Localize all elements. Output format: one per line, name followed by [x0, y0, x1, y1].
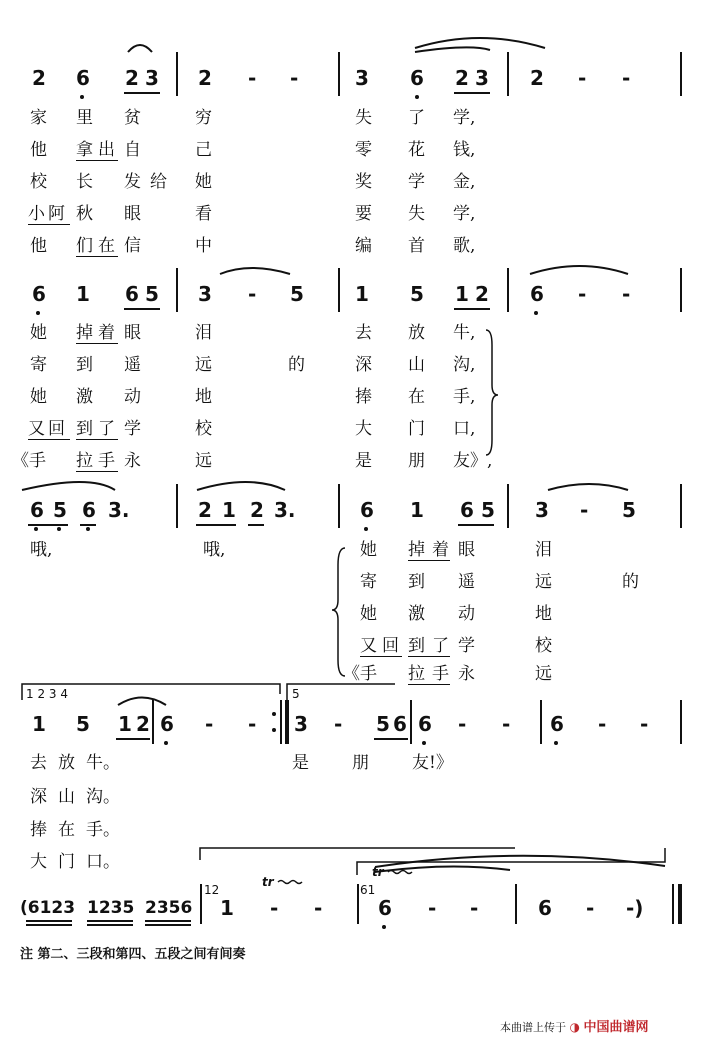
lyric: 着 — [432, 540, 449, 560]
lyric: 是 — [355, 451, 372, 471]
note: 5 — [76, 712, 90, 736]
lyric: 友》, — [453, 451, 493, 471]
note: 3. — [108, 498, 130, 522]
lyric: 她 — [30, 323, 47, 343]
note-group: (6123 — [20, 898, 76, 918]
note: 1 — [410, 498, 424, 522]
lyric: 遥 — [124, 355, 141, 375]
note: 5 — [376, 712, 390, 736]
lyric: 零 — [355, 140, 372, 160]
lyric: 中 — [195, 236, 212, 256]
note: 3 — [145, 66, 159, 90]
note: 5 — [481, 498, 495, 522]
lyric: 牛, — [453, 323, 476, 343]
lyric: 手 — [432, 664, 449, 684]
note: - — [314, 896, 323, 920]
lyric: 地 — [195, 387, 212, 407]
lyric: 学 — [124, 419, 141, 439]
lyric: 哦, — [203, 540, 226, 560]
note-group: 2356 — [145, 898, 193, 918]
note: 1 — [220, 896, 234, 920]
lyric: 学 — [458, 636, 475, 656]
lyric: 到 — [76, 355, 93, 375]
lyric: 了 — [98, 419, 115, 439]
lyric: 哦, — [30, 540, 53, 560]
note: 6 — [460, 498, 474, 522]
source-credit — [500, 1016, 649, 1035]
lyric: 门 — [58, 852, 75, 872]
lyric: 地 — [535, 604, 552, 624]
lyric: 泪 — [195, 323, 212, 343]
lyric: 她 — [360, 540, 377, 560]
lyric: 校 — [535, 636, 552, 656]
note: 2 — [530, 66, 544, 90]
lyric: 牛。 — [86, 753, 120, 773]
lyric: 山 — [58, 787, 75, 807]
note: 3 — [535, 498, 549, 522]
note: - — [578, 66, 587, 90]
lyric: 沟, — [453, 355, 476, 375]
note: 3 — [475, 66, 489, 90]
lyric: 大 — [355, 419, 372, 439]
note: 2 — [475, 282, 489, 306]
note: 5 — [145, 282, 159, 306]
footnote: 注 第二、三段和第四、五段之间有间奏 — [20, 947, 246, 962]
note: 1 — [355, 282, 369, 306]
lyric: 门 — [408, 419, 425, 439]
lyric: 钱, — [453, 140, 476, 160]
note: 6 — [82, 498, 96, 522]
lyric: 出 — [98, 140, 115, 160]
note: - — [248, 712, 257, 736]
note: 6 — [418, 712, 432, 736]
underline — [87, 924, 133, 926]
note: 3 — [294, 712, 308, 736]
note: 2 — [198, 66, 212, 90]
lyric: 激 — [76, 387, 93, 407]
note: 6 — [125, 282, 139, 306]
note: - — [622, 66, 631, 90]
lyric: 回 — [382, 636, 399, 656]
lyric: 口。 — [86, 852, 120, 872]
lyric: 远 — [195, 355, 212, 375]
lyric: 又 — [28, 419, 45, 439]
lyric: 动 — [458, 604, 475, 624]
grace-notes: 12 — [204, 883, 220, 897]
lyric: 到 — [408, 636, 425, 656]
note: 2 — [136, 712, 150, 736]
lyric: 手, — [453, 387, 476, 407]
note: - — [578, 282, 587, 306]
note: 3 — [198, 282, 212, 306]
lyric: 友!》 — [412, 753, 453, 773]
note: 6 — [378, 896, 392, 920]
lyric: 的 — [622, 572, 639, 592]
note: 6 — [30, 498, 44, 522]
underline — [145, 920, 191, 922]
lyric: 她 — [360, 604, 377, 624]
lyric: 了 — [432, 636, 449, 656]
note: 6 — [32, 282, 46, 306]
lyric: 看 — [195, 204, 212, 224]
note: - — [290, 66, 299, 90]
note: - — [580, 498, 589, 522]
underline — [26, 920, 72, 922]
note: - — [622, 282, 631, 306]
note: 5 — [622, 498, 636, 522]
lyric: 回 — [48, 419, 65, 439]
lyric: 捧 — [30, 820, 47, 840]
lower-dot — [382, 925, 386, 929]
lyric: 了 — [408, 108, 425, 128]
lyric: 遥 — [458, 572, 475, 592]
barline — [515, 884, 517, 924]
lyric: 学 — [408, 172, 425, 192]
volta-label: 1 2 3 4 — [26, 687, 68, 701]
trill-wave — [388, 871, 412, 874]
barline — [200, 884, 202, 924]
note: - — [470, 896, 479, 920]
lyric: 《手 — [12, 451, 46, 471]
lyric: 贫 — [124, 108, 141, 128]
lyric: 放 — [408, 323, 425, 343]
underline — [26, 924, 72, 926]
lyric: 掉 — [408, 540, 425, 560]
lyric: 是 — [292, 753, 309, 773]
lyric: 拉 — [408, 664, 425, 684]
lyric: 深 — [30, 787, 47, 807]
lyric: 眼 — [124, 204, 141, 224]
underline — [87, 920, 133, 922]
lyric: 校 — [195, 419, 212, 439]
lyric: 花 — [408, 140, 425, 160]
lyric: 大 — [30, 852, 47, 872]
note: 2 — [32, 66, 46, 90]
lyric: 掉 — [76, 323, 93, 343]
note: 6 — [393, 712, 407, 736]
lyric: 的 — [288, 355, 305, 375]
lyric: 在 — [58, 820, 75, 840]
lyric: 发 — [124, 172, 141, 192]
lyric: 去 — [30, 753, 47, 773]
lyric: 在 — [98, 236, 115, 256]
brand-name: 中国曲谱网 — [583, 1020, 649, 1035]
lyric: 他 — [30, 236, 47, 256]
lyric: 小 — [28, 204, 45, 224]
lyric: 里 — [76, 108, 93, 128]
note: - — [248, 282, 257, 306]
lyric: 编 — [355, 236, 372, 256]
lyric: 远 — [195, 451, 212, 471]
barline-thick — [678, 884, 682, 924]
note: 6 — [160, 712, 174, 736]
lyric: 己 — [195, 140, 212, 160]
lyric: 放 — [58, 753, 75, 773]
trill-mark: tr — [262, 875, 274, 889]
lyric: 他 — [30, 140, 47, 160]
logo-icon: ◑ — [569, 1020, 580, 1034]
lyric: 朋 — [408, 451, 425, 471]
note: 6 — [538, 896, 552, 920]
lyric: 拿 — [76, 140, 93, 160]
note: 1 — [76, 282, 90, 306]
lyric: 穷 — [195, 108, 212, 128]
barline — [672, 884, 674, 924]
lyric: 永 — [124, 451, 141, 471]
lyric: 寄 — [30, 355, 47, 375]
lyric: 要 — [355, 204, 372, 224]
note: - — [248, 66, 257, 90]
lyric: 校 — [30, 172, 47, 192]
lyric: 激 — [408, 604, 425, 624]
note: 6 — [410, 66, 424, 90]
lyric: 手。 — [86, 820, 120, 840]
lyric: 泪 — [535, 540, 552, 560]
note: 6 — [550, 712, 564, 736]
note: 1 — [222, 498, 236, 522]
lyric: 学, — [453, 204, 476, 224]
note: - — [270, 896, 279, 920]
lyric: 沟。 — [86, 787, 120, 807]
note: 6 — [530, 282, 544, 306]
note: - — [458, 712, 467, 736]
lyric: 动 — [124, 387, 141, 407]
lyric: 深 — [355, 355, 372, 375]
note: 1 — [32, 712, 46, 736]
lyric: 眼 — [124, 323, 141, 343]
note: 2 — [250, 498, 264, 522]
lyric: 信 — [124, 236, 141, 256]
trill-mark: tr — [372, 865, 384, 879]
lyric: 奖 — [355, 172, 372, 192]
lyric: 长 — [76, 172, 93, 192]
credit-text: 本曲谱上传于 — [500, 1021, 566, 1034]
note: 5 — [410, 282, 424, 306]
lyric: 失 — [408, 204, 425, 224]
lyric: 们 — [76, 236, 93, 256]
note: 6 — [360, 498, 374, 522]
note: 2 — [198, 498, 212, 522]
trill-wave — [278, 881, 302, 884]
note: - — [598, 712, 607, 736]
lyric: 自 — [124, 140, 141, 160]
lyric: 她 — [195, 172, 212, 192]
note: - — [334, 712, 343, 736]
note: 5 — [53, 498, 67, 522]
lyric: 又 — [360, 636, 377, 656]
lyric: 口, — [453, 419, 476, 439]
note: -) — [626, 896, 644, 920]
lyric: 到 — [408, 572, 425, 592]
note: - — [586, 896, 595, 920]
lyric: 金, — [453, 172, 476, 192]
underline — [145, 924, 191, 926]
grace-notes: 61 — [360, 883, 376, 897]
barline — [357, 884, 359, 924]
volta-label: 5 — [292, 687, 300, 701]
lyric: 秋 — [76, 204, 93, 224]
note: 2 — [125, 66, 139, 90]
lyric: 朋 — [352, 753, 369, 773]
lyric: 眼 — [458, 540, 475, 560]
lyric: 学, — [453, 108, 476, 128]
note: 3. — [274, 498, 296, 522]
note: 3 — [355, 66, 369, 90]
note: 1 — [118, 712, 132, 736]
lyric: 家 — [30, 108, 47, 128]
lyric: 寄 — [360, 572, 377, 592]
note: - — [428, 896, 437, 920]
note: 5 — [290, 282, 304, 306]
lyric: 《手 — [343, 664, 377, 684]
lyric: 着 — [98, 323, 115, 343]
note: - — [640, 712, 649, 736]
lyric: 远 — [535, 572, 552, 592]
note: 1 — [455, 282, 469, 306]
lyric: 阿 — [48, 204, 65, 224]
lyric: 山 — [408, 355, 425, 375]
note: 6 — [76, 66, 90, 90]
lyric: 拉 — [76, 451, 93, 471]
lyric: 在 — [408, 387, 425, 407]
lyric: 失 — [355, 108, 372, 128]
lyric: 去 — [355, 323, 372, 343]
lyric: 捧 — [355, 387, 372, 407]
lyric: 歌, — [453, 236, 476, 256]
lyric: 远 — [535, 664, 552, 684]
note: - — [502, 712, 511, 736]
note: - — [205, 712, 214, 736]
lyric: 永 — [458, 664, 475, 684]
note-group: 1235 — [87, 898, 135, 918]
lyric: 给 — [150, 172, 167, 192]
lyric: 她 — [30, 387, 47, 407]
lyric: 手 — [98, 451, 115, 471]
lyric: 首 — [408, 236, 425, 256]
lyric: 到 — [76, 419, 93, 439]
note: 2 — [455, 66, 469, 90]
